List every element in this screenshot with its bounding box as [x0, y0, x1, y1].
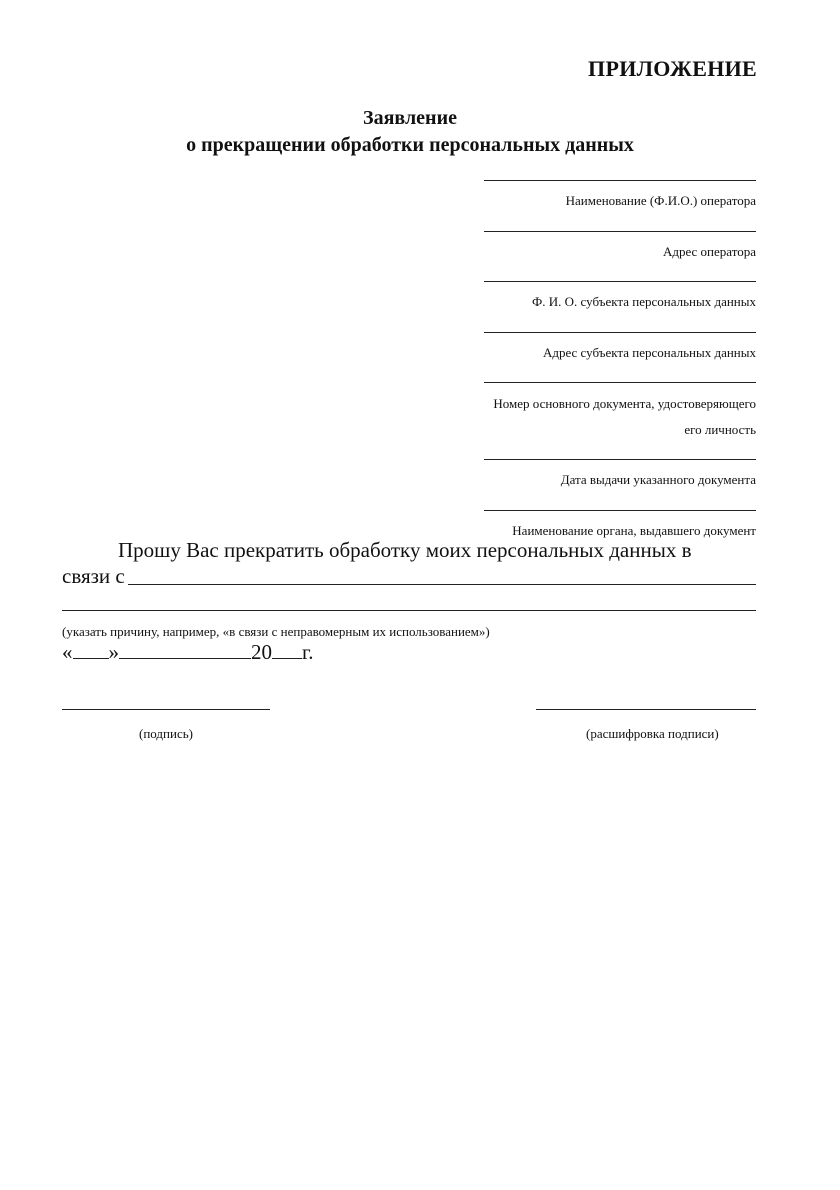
date-close-quote: »: [108, 640, 119, 664]
reason-line-2[interactable]: [62, 610, 756, 611]
issuing-authority-line[interactable]: [484, 510, 756, 511]
operator-name-line[interactable]: [484, 180, 756, 181]
signature-decoding-label: (расшифровка подписи): [586, 726, 719, 741]
date-month-field[interactable]: [119, 640, 251, 659]
date-day-field[interactable]: [73, 640, 109, 659]
subject-name-line[interactable]: [484, 281, 756, 282]
reason-prefix: связи с: [62, 564, 125, 588]
operator-address-line[interactable]: [484, 231, 756, 232]
signature-label: (подпись): [139, 726, 193, 741]
reason-line-1[interactable]: [128, 584, 756, 585]
subject-address-line[interactable]: [484, 332, 756, 333]
date-year-field[interactable]: [272, 640, 302, 659]
date-row: [62, 640, 314, 665]
id-document-number-label-cont: его личность: [684, 422, 756, 437]
request-text: Прошу Вас прекратить обработку моих персональных данных в: [118, 538, 692, 562]
operator-address-label: Адрес оператора: [662, 244, 756, 259]
id-document-number-label: Номер основного документа, удостоверяющего: [493, 396, 756, 411]
issue-date-label: Дата выдачи указанного документа: [560, 472, 756, 487]
date-open-quote: «: [62, 640, 73, 664]
issuing-authority-label: Наименование органа, выдавшего документ: [512, 523, 756, 538]
operator-name-label: Наименование (Ф.И.О.) оператора: [565, 193, 756, 208]
signature-decoding-line[interactable]: [536, 709, 756, 710]
appendix-heading: ПРИЛОЖЕНИЕ: [588, 56, 757, 81]
date-year-prefix: 20: [251, 640, 272, 664]
issue-date-line[interactable]: [484, 459, 756, 460]
document-subtitle: о прекращении обработки персональных данных: [186, 134, 634, 156]
id-document-number-line[interactable]: [484, 382, 756, 383]
signature-line[interactable]: [62, 709, 270, 710]
subject-name-label: Ф. И. О. субъекта персональных данных: [532, 294, 756, 309]
reason-hint: (указать причину, например, «в связи с неправомерным их использованием»): [62, 624, 490, 639]
document-title: Заявление: [363, 107, 457, 129]
date-suffix: г.: [302, 640, 314, 664]
subject-address-label: Адрес субъекта персональных данных: [542, 345, 756, 360]
